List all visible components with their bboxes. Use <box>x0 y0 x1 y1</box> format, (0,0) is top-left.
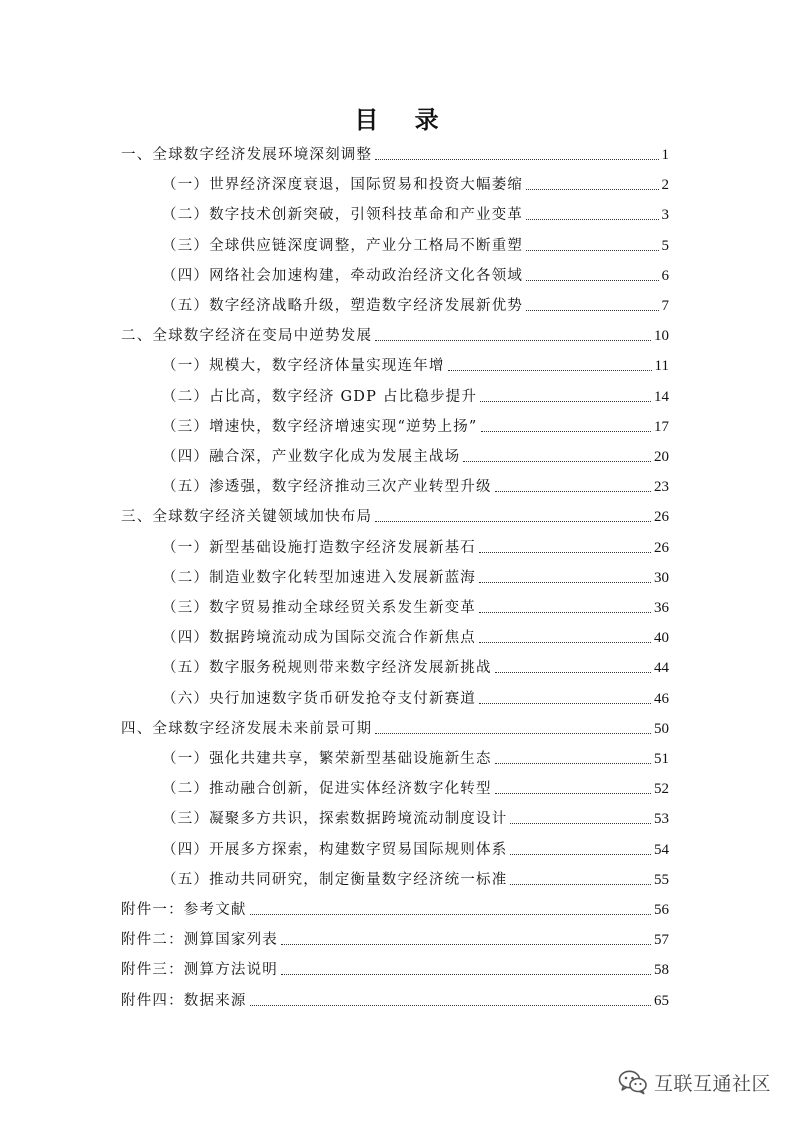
toc-entry <box>0 351 793 377</box>
toc-entry-label: （四）开展多方探索，构建数字贸易国际规则体系 <box>162 841 508 858</box>
dot-leader <box>495 793 651 794</box>
toc-entry-line <box>162 595 669 617</box>
dot-leader <box>250 914 651 915</box>
toc-entry-page-number: 54 <box>654 841 669 858</box>
dot-leader <box>495 491 651 492</box>
toc-entry-label: （一）强化共建共享，繁荣新型基础设施新生态 <box>162 751 492 767</box>
dot-leader <box>510 823 651 824</box>
toc-entry-label: 一、全球数字经济发展环境深刻调整 <box>121 147 373 163</box>
toc-entry-line <box>162 172 669 194</box>
toc-entry <box>0 895 793 921</box>
wechat-icon <box>618 1069 648 1095</box>
toc-entry-label: （五）数字服务税规则带来数字经济发展新挑战 <box>162 660 492 677</box>
toc-entry-line <box>121 716 669 738</box>
watermark <box>618 1068 771 1096</box>
toc-entry-line <box>162 776 669 798</box>
toc-entry <box>0 442 793 468</box>
toc-entry <box>0 925 793 951</box>
toc-entry-line <box>162 293 669 315</box>
dot-leader <box>375 521 651 522</box>
toc-entry-page-number: 57 <box>654 932 669 949</box>
toc-entry-page-number: 53 <box>654 811 669 828</box>
toc-entry-label: （三）凝聚多方共识，探索数据跨境流动制度设计 <box>162 811 508 828</box>
dot-leader <box>448 370 652 371</box>
toc-entry-line <box>162 414 669 436</box>
toc-entry-page-number: 26 <box>654 509 669 526</box>
toc-entry-page-number: 50 <box>654 720 669 737</box>
toc-entry-line <box>121 897 669 919</box>
toc-entry <box>0 231 793 257</box>
toc-entry-label: （六）央行加速数字货币研发抢夺支付新赛道 <box>162 690 476 707</box>
toc-entry-page-number: 36 <box>654 600 669 616</box>
toc-entry-page-number: 58 <box>654 962 669 979</box>
toc-entry-label: （五）数字经济战略升级，塑造数字经济发展新优势 <box>162 298 524 314</box>
dot-leader <box>526 280 658 281</box>
toc-entry <box>0 714 793 740</box>
dot-leader <box>250 1005 651 1006</box>
dot-leader <box>510 884 651 885</box>
dot-leader <box>481 431 651 432</box>
toc-entry-label: （一）规模大，数字经济体量实现连年增 <box>162 358 445 375</box>
toc-entry-line <box>162 746 669 768</box>
toc-entry-line <box>162 444 669 466</box>
dot-leader <box>479 703 651 704</box>
toc-entry-page-number: 26 <box>654 539 669 556</box>
toc-entry <box>0 472 793 498</box>
toc-entry <box>0 261 793 287</box>
toc-entry-label: 附件四：数据来源 <box>121 992 247 1009</box>
toc-entry-label: （四）网络社会加速构建，牵动政治经济文化各领域 <box>162 267 524 284</box>
toc-entry <box>0 593 793 619</box>
toc-entry-page-number: 30 <box>654 569 669 586</box>
toc-entry <box>0 623 793 649</box>
toc-entry-page-number: 40 <box>654 630 669 647</box>
toc-entry <box>0 653 793 679</box>
toc-entry-page-number: 56 <box>654 902 669 918</box>
toc-entry <box>0 200 793 226</box>
dot-leader <box>526 310 658 311</box>
dot-leader <box>463 461 651 462</box>
toc-entry-label: （四）数据跨境流动成为国际交流合作新焦点 <box>162 630 476 647</box>
dot-leader <box>526 219 658 220</box>
toc-entry-line <box>162 867 669 889</box>
toc-title: 目 录 <box>354 106 453 134</box>
toc-entry <box>0 382 793 408</box>
toc-entry-page-number: 6 <box>661 267 669 284</box>
toc-entry <box>0 170 793 196</box>
dot-leader <box>375 159 658 160</box>
dot-leader <box>281 944 651 945</box>
watermark-text: 互联互通社区 <box>654 1072 772 1095</box>
toc-entry-label: （三）增速快，数字经济增速实现“逆势上扬” <box>162 418 478 435</box>
toc-entry-label: （三）数字贸易推动全球经贸关系发生新变革 <box>162 600 476 616</box>
toc-entry-label: 二、全球数字经济在变局中逆势发展 <box>121 328 373 345</box>
toc-entry-line <box>162 384 669 406</box>
toc-entry-page-number: 20 <box>654 449 669 465</box>
toc-entry <box>0 321 793 347</box>
toc-entry-label: （二）占比高，数字经济 GDP 占比稳步提升 <box>162 388 478 405</box>
toc-entry-line <box>121 957 669 979</box>
toc-entry-line <box>162 535 669 557</box>
toc-entry-label: （二）推动融合创新，促进实体经济数字化转型 <box>162 781 492 798</box>
toc-entry <box>0 865 793 891</box>
dot-leader <box>281 974 651 975</box>
toc-entry-label: （二）数字技术创新突破，引领科技革命和产业变革 <box>162 207 524 224</box>
dot-leader <box>479 582 651 583</box>
dot-leader <box>526 250 658 251</box>
toc-entry-label: （三）全球供应链深度调整，产业分工格局不断重塑 <box>162 237 524 254</box>
toc-entry <box>0 835 793 861</box>
toc-entry-page-number: 51 <box>654 751 669 767</box>
toc-entry-label: （五）渗透强，数字经济推动三次产业转型升级 <box>162 479 492 496</box>
toc-entry <box>0 533 793 559</box>
toc-entry-line <box>121 142 669 164</box>
dot-leader <box>479 642 651 643</box>
toc-entry-line <box>162 686 669 708</box>
dot-leader <box>526 189 658 190</box>
toc-entry-line <box>121 988 669 1010</box>
toc-entry-line <box>162 806 669 828</box>
toc-entry-page-number: 10 <box>654 328 669 345</box>
toc-entry <box>0 804 793 830</box>
dot-leader <box>495 672 651 673</box>
toc-entry-label: 四、全球数字经济发展未来前景可期 <box>121 720 373 737</box>
toc-entry-label: （二）制造业数字化转型加速进入发展新蓝海 <box>162 569 476 586</box>
toc-entry-label: （一）世界经济深度衰退，国际贸易和投资大幅萎缩 <box>162 177 524 194</box>
toc-entry-page-number: 11 <box>654 358 669 375</box>
toc-entry <box>0 140 793 166</box>
toc-entry <box>0 563 793 589</box>
toc-entry-line <box>162 625 669 647</box>
toc-entry-page-number: 52 <box>654 781 669 798</box>
toc-entry-label: 附件三：测算方法说明 <box>121 962 278 979</box>
toc-entry <box>0 684 793 710</box>
toc-entry-page-number: 14 <box>654 388 669 405</box>
dot-leader <box>375 340 651 341</box>
toc-entry <box>0 744 793 770</box>
toc-entry <box>0 986 793 1012</box>
toc-entry-page-number: 44 <box>654 660 669 677</box>
toc-entry-label: （五）推动共同研究，制定衡量数字经济统一标准 <box>162 871 508 888</box>
toc-entry-page-number: 3 <box>661 207 669 224</box>
toc-entry-line <box>162 837 669 859</box>
toc-entry-page-number: 7 <box>661 298 669 314</box>
toc-entry <box>0 502 793 528</box>
toc-entry-line <box>162 202 669 224</box>
toc-entry-page-number: 1 <box>661 147 669 163</box>
toc-entry-label: 三、全球数字经济关键领域加快布局 <box>121 509 373 526</box>
toc-entry-line <box>162 565 669 587</box>
toc-entry-label: （四）融合深，产业数字化成为发展主战场 <box>162 449 461 465</box>
toc-entry-page-number: 5 <box>661 237 669 254</box>
toc-entry-page-number: 17 <box>654 418 669 435</box>
toc-entry-label: 附件二：测算国家列表 <box>121 932 278 949</box>
dot-leader <box>480 401 651 402</box>
toc-entry <box>0 412 793 438</box>
toc-entry-page-number: 46 <box>654 690 669 707</box>
toc-entry <box>0 955 793 981</box>
toc-entry-page-number: 23 <box>654 479 669 496</box>
dot-leader <box>375 733 651 734</box>
toc-entry-line <box>121 504 669 526</box>
dot-leader <box>495 763 651 764</box>
toc-entry-page-number: 2 <box>661 177 669 194</box>
toc-entry-label: （一）新型基础设施打造数字经济发展新基石 <box>162 539 476 556</box>
dot-leader <box>510 854 651 855</box>
toc-entry-line <box>162 474 669 496</box>
toc-entry-line <box>162 263 669 285</box>
toc-entry-line <box>162 655 669 677</box>
toc-entry-line <box>121 927 669 949</box>
dot-leader <box>479 612 651 613</box>
dot-leader <box>479 552 651 553</box>
toc-entry-page-number: 55 <box>654 871 669 888</box>
toc-entry-label: 附件一：参考文献 <box>121 902 247 918</box>
toc-entry <box>0 774 793 800</box>
toc-entry <box>0 291 793 317</box>
toc-entry-line <box>121 323 669 345</box>
toc-entry-page-number: 65 <box>654 992 669 1009</box>
toc-entry-line <box>162 233 669 255</box>
toc-entry-line <box>162 353 669 375</box>
